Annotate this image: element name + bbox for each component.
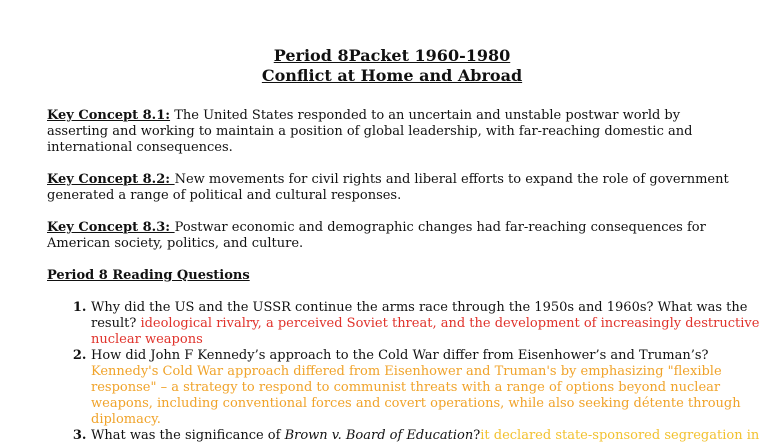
title-line-2: Conflict at Home and Abroad <box>261 66 523 85</box>
question-text-post: ? <box>473 428 481 443</box>
question-text: How did John F Kennedy’s approach to the Cold War differ from Eisenhower’s and Truman’s? <box>91 348 709 363</box>
key-concept-8-2 <box>47 172 737 204</box>
key-concept-text: Postwar economic and demographic changes had far-reaching consequences for American society, politics, and culture. <box>47 220 706 251</box>
questions-list <box>47 300 781 444</box>
key-concept-8-3 <box>47 220 737 252</box>
document-title <box>0 46 784 86</box>
reading-questions-heading: Period 8 Reading Questions <box>47 268 250 283</box>
key-concept-text: The United States responded to an uncertain and unstable postwar world by asserting and working to maintain a position of global leadership, with far-reaching domestic and international consequences. <box>47 108 693 155</box>
question-text-pre: What was the significance of <box>91 428 285 443</box>
question-item-2 <box>91 348 781 428</box>
key-concept-8-1 <box>47 108 737 156</box>
answer-text: ideological rivalry, a perceived Soviet threat, and the development of increasingly destructive nuclear weapons <box>91 316 760 347</box>
question-item-1 <box>91 300 781 348</box>
case-name: Brown v. Board of Education <box>284 428 474 443</box>
answer-text: it declared state-sponsored segregation in <box>480 428 760 443</box>
key-concept-label: Key Concept 8.1: <box>47 108 171 123</box>
question-text: Why did the US and the USSR continue the arms race through the 1950s and 1960s? What was the result? <box>91 300 748 331</box>
title-line-1: Period 8Packet 1960-1980 <box>273 46 511 65</box>
key-concept-label: Key Concept 8.3: <box>47 220 175 235</box>
question-item-3 <box>91 428 781 444</box>
key-concept-text: New movements for civil rights and liberal efforts to expand the role of government generated a range of political and cultural responses. <box>47 172 729 203</box>
answer-text: Kennedy's Cold War approach differed from Eisenhower and Truman's by emphasizing "flexible response" – a strategy to respond to communist threats with a range of options beyond nuclear weapons, including conventional forces and covert operations, while also seeking détente through diplomacy. <box>91 364 741 427</box>
key-concept-label: Key Concept 8.2: <box>47 172 175 187</box>
